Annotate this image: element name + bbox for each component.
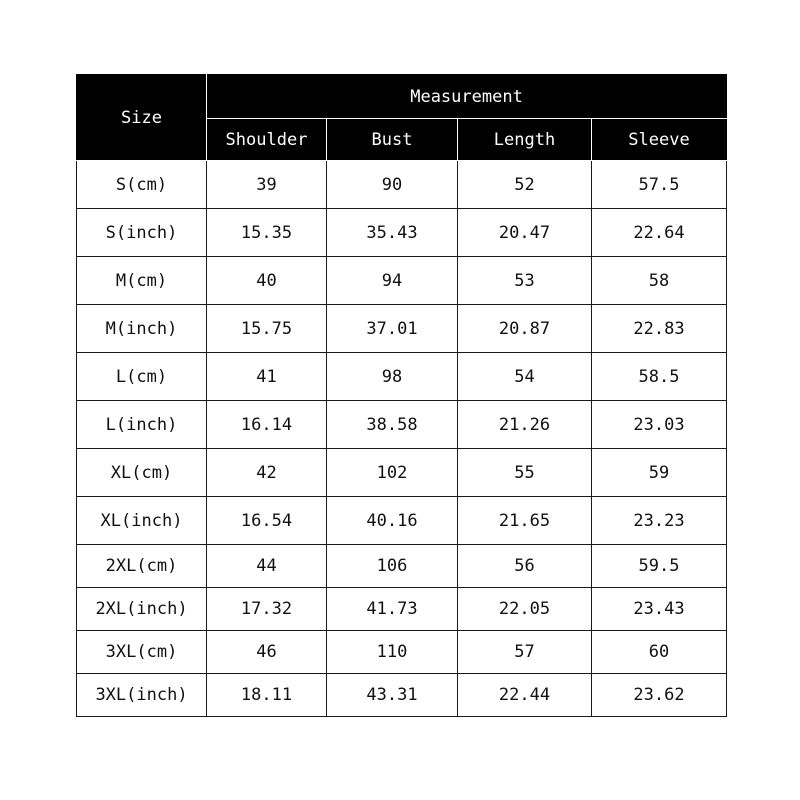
size-cell: XL(cm) [77, 449, 207, 497]
sleeve-cell: 59 [592, 449, 727, 497]
size-cell: 2XL(cm) [77, 545, 207, 588]
bust-cell: 94 [327, 257, 458, 305]
shoulder-cell: 17.32 [207, 588, 327, 631]
table-row [77, 545, 727, 588]
table-row [77, 161, 727, 209]
size-cell: XL(inch) [77, 497, 207, 545]
shoulder-cell: 15.75 [207, 305, 327, 353]
sleeve-cell: 23.03 [592, 401, 727, 449]
size-chart-table [76, 74, 727, 717]
length-cell: 20.87 [458, 305, 592, 353]
bust-cell: 37.01 [327, 305, 458, 353]
size-cell: S(cm) [77, 161, 207, 209]
sleeve-cell: 58.5 [592, 353, 727, 401]
bust-cell: 40.16 [327, 497, 458, 545]
table-row [77, 674, 727, 717]
shoulder-cell: 16.54 [207, 497, 327, 545]
length-header: Length [458, 119, 592, 161]
size-cell: 3XL(inch) [77, 674, 207, 717]
table-row [77, 401, 727, 449]
size-cell: L(inch) [77, 401, 207, 449]
size-cell: 2XL(inch) [77, 588, 207, 631]
bust-cell: 35.43 [327, 209, 458, 257]
table-header [77, 75, 727, 161]
size-chart [76, 74, 726, 717]
length-cell: 22.05 [458, 588, 592, 631]
bust-cell: 38.58 [327, 401, 458, 449]
table-row [77, 305, 727, 353]
length-cell: 53 [458, 257, 592, 305]
sleeve-cell: 60 [592, 631, 727, 674]
shoulder-cell: 18.11 [207, 674, 327, 717]
bust-cell: 43.31 [327, 674, 458, 717]
length-cell: 22.44 [458, 674, 592, 717]
size-cell: 3XL(cm) [77, 631, 207, 674]
table-body [77, 161, 727, 717]
bust-cell: 98 [327, 353, 458, 401]
table-row [77, 353, 727, 401]
sleeve-cell: 22.64 [592, 209, 727, 257]
size-header: Size [77, 75, 207, 161]
size-cell: L(cm) [77, 353, 207, 401]
length-cell: 21.65 [458, 497, 592, 545]
sleeve-cell: 22.83 [592, 305, 727, 353]
measurement-header: Measurement [207, 75, 727, 119]
size-cell: M(cm) [77, 257, 207, 305]
shoulder-cell: 40 [207, 257, 327, 305]
sleeve-cell: 23.62 [592, 674, 727, 717]
length-cell: 54 [458, 353, 592, 401]
length-cell: 21.26 [458, 401, 592, 449]
size-cell: S(inch) [77, 209, 207, 257]
shoulder-cell: 44 [207, 545, 327, 588]
table-row [77, 497, 727, 545]
bust-header: Bust [327, 119, 458, 161]
shoulder-cell: 42 [207, 449, 327, 497]
shoulder-cell: 41 [207, 353, 327, 401]
length-cell: 57 [458, 631, 592, 674]
sleeve-header: Sleeve [592, 119, 727, 161]
sleeve-cell: 23.23 [592, 497, 727, 545]
shoulder-cell: 46 [207, 631, 327, 674]
size-cell: M(inch) [77, 305, 207, 353]
bust-cell: 106 [327, 545, 458, 588]
sleeve-cell: 57.5 [592, 161, 727, 209]
sleeve-cell: 59.5 [592, 545, 727, 588]
length-cell: 20.47 [458, 209, 592, 257]
bust-cell: 110 [327, 631, 458, 674]
length-cell: 55 [458, 449, 592, 497]
shoulder-cell: 16.14 [207, 401, 327, 449]
table-row [77, 449, 727, 497]
table-row [77, 257, 727, 305]
table-row [77, 588, 727, 631]
sleeve-cell: 23.43 [592, 588, 727, 631]
length-cell: 52 [458, 161, 592, 209]
shoulder-cell: 15.35 [207, 209, 327, 257]
sleeve-cell: 58 [592, 257, 727, 305]
bust-cell: 41.73 [327, 588, 458, 631]
bust-cell: 102 [327, 449, 458, 497]
table-row [77, 209, 727, 257]
bust-cell: 90 [327, 161, 458, 209]
shoulder-header: Shoulder [207, 119, 327, 161]
length-cell: 56 [458, 545, 592, 588]
shoulder-cell: 39 [207, 161, 327, 209]
table-row [77, 631, 727, 674]
